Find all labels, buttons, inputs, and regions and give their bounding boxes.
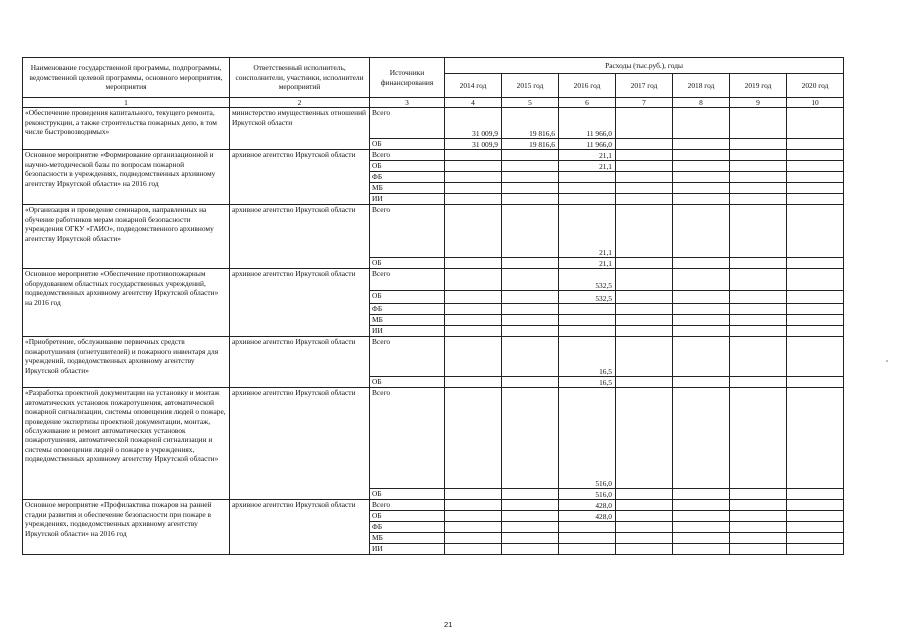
executor: архивное агентство Иркутской области bbox=[230, 150, 370, 205]
funding-source: ОБ bbox=[370, 258, 445, 269]
funding-source: ОБ bbox=[370, 291, 445, 304]
executor: архивное агентство Иркутской области bbox=[230, 337, 370, 388]
expense-value bbox=[787, 258, 844, 269]
expense-value bbox=[445, 304, 502, 315]
expense-value bbox=[673, 194, 730, 205]
expense-value bbox=[445, 500, 502, 511]
expense-value bbox=[730, 269, 787, 291]
expense-value bbox=[787, 500, 844, 511]
expense-value bbox=[616, 500, 673, 511]
expense-value bbox=[445, 337, 502, 377]
funding-source: МБ bbox=[370, 183, 445, 194]
activity-name: Основное мероприятие «Обеспечение противопожарным оборудованием областных государственных учреждений, подведомственных архивному агентству Иркутской области» на 2016 год bbox=[23, 269, 230, 337]
expense-value bbox=[502, 258, 559, 269]
expense-value bbox=[616, 172, 673, 183]
expense-value bbox=[616, 194, 673, 205]
header-year: 2017 год bbox=[616, 74, 673, 98]
funding-source: Всего bbox=[370, 388, 445, 489]
expense-value bbox=[559, 533, 616, 544]
column-number: 5 bbox=[502, 98, 559, 108]
expense-value bbox=[616, 269, 673, 291]
funding-source: Всего bbox=[370, 500, 445, 511]
funding-source: Всего bbox=[370, 205, 445, 258]
expense-value: 21,1 bbox=[559, 150, 616, 161]
expense-value bbox=[730, 326, 787, 337]
scan-mark bbox=[886, 360, 888, 362]
expense-value bbox=[787, 377, 844, 388]
expense-value bbox=[559, 194, 616, 205]
expense-value bbox=[673, 377, 730, 388]
expense-value bbox=[730, 544, 787, 555]
expense-value bbox=[502, 377, 559, 388]
executor: архивное агентство Иркутской области bbox=[230, 388, 370, 500]
expense-value bbox=[673, 533, 730, 544]
expense-value bbox=[673, 337, 730, 377]
header-year: 2018 год bbox=[673, 74, 730, 98]
expense-value bbox=[787, 108, 844, 139]
expense-value bbox=[445, 183, 502, 194]
executor: архивное агентство Иркутской области bbox=[230, 205, 370, 269]
expense-value bbox=[730, 522, 787, 533]
expense-value: 428,0 bbox=[559, 500, 616, 511]
table-row bbox=[23, 150, 844, 161]
expense-value: 11 966,0 bbox=[559, 139, 616, 150]
expense-value: 532,5 bbox=[559, 291, 616, 304]
expense-value bbox=[673, 500, 730, 511]
expense-value bbox=[616, 326, 673, 337]
expense-value bbox=[787, 291, 844, 304]
expense-value: 21,1 bbox=[559, 258, 616, 269]
expense-value bbox=[787, 269, 844, 291]
expense-value bbox=[673, 161, 730, 172]
expense-value bbox=[730, 337, 787, 377]
budget-table bbox=[22, 57, 844, 555]
expense-value bbox=[730, 258, 787, 269]
table-row bbox=[23, 337, 844, 377]
expense-value bbox=[730, 304, 787, 315]
expense-value bbox=[673, 258, 730, 269]
expense-value bbox=[787, 511, 844, 522]
column-number: 7 bbox=[616, 98, 673, 108]
expense-value bbox=[673, 326, 730, 337]
expense-value bbox=[673, 205, 730, 258]
expense-value: 31 009,9 bbox=[445, 108, 502, 139]
expense-value bbox=[787, 139, 844, 150]
funding-source: ФБ bbox=[370, 304, 445, 315]
expense-value bbox=[445, 388, 502, 489]
column-number: 6 bbox=[559, 98, 616, 108]
expense-value: 532,5 bbox=[559, 269, 616, 291]
expense-value bbox=[730, 291, 787, 304]
expense-value: 516,0 bbox=[559, 388, 616, 489]
funding-source: Всего bbox=[370, 337, 445, 377]
expense-value bbox=[730, 161, 787, 172]
expense-value bbox=[787, 150, 844, 161]
expense-value bbox=[787, 183, 844, 194]
expense-value bbox=[673, 291, 730, 304]
expense-value: 21,1 bbox=[559, 161, 616, 172]
expense-value bbox=[616, 315, 673, 326]
expense-value bbox=[616, 258, 673, 269]
expense-value bbox=[559, 304, 616, 315]
expense-value bbox=[616, 377, 673, 388]
expense-value bbox=[730, 139, 787, 150]
activity-name: Основное мероприятие «Формирование организационной и научно-методической базы по вопросам пожарной безопасности в учреждениях, подведомственных архивному агентству Иркутской области» на 2016 год bbox=[23, 150, 230, 205]
activity-name: «Организация и проведение семинаров, направленных на обучение работников мерам пожарной безопасности учреждения ОГКУ «ГАИО», подведомственного архивному агентству Иркутской области» bbox=[23, 205, 230, 269]
executor: архивное агентство Иркутской области bbox=[230, 500, 370, 555]
expense-value bbox=[673, 489, 730, 500]
header-year: 2019 год bbox=[730, 74, 787, 98]
expense-value bbox=[673, 150, 730, 161]
expense-value bbox=[673, 269, 730, 291]
expense-value bbox=[730, 183, 787, 194]
expense-value: 16,5 bbox=[559, 377, 616, 388]
table-row bbox=[23, 269, 844, 291]
expense-value bbox=[730, 489, 787, 500]
header-source: Источники финансирования bbox=[370, 58, 445, 98]
expense-value bbox=[787, 533, 844, 544]
column-number: 10 bbox=[787, 98, 844, 108]
expense-value bbox=[616, 544, 673, 555]
expense-value bbox=[616, 533, 673, 544]
funding-source: ИИ bbox=[370, 194, 445, 205]
expense-value bbox=[616, 108, 673, 139]
expense-value bbox=[445, 544, 502, 555]
expense-value bbox=[502, 183, 559, 194]
expense-value bbox=[730, 205, 787, 258]
expense-value bbox=[787, 337, 844, 377]
expense-value bbox=[616, 489, 673, 500]
expense-value bbox=[673, 315, 730, 326]
table-row bbox=[23, 388, 844, 489]
expense-value bbox=[673, 522, 730, 533]
expense-value bbox=[616, 388, 673, 489]
expense-value bbox=[445, 161, 502, 172]
expense-value bbox=[673, 172, 730, 183]
expense-value bbox=[787, 205, 844, 258]
executor: министерство имущественных отношений Иркутской области bbox=[230, 108, 370, 150]
expense-value: 21,1 bbox=[559, 205, 616, 258]
funding-source: ФБ bbox=[370, 172, 445, 183]
funding-source: ОБ bbox=[370, 161, 445, 172]
expense-value: 31 009,9 bbox=[445, 139, 502, 150]
expense-value bbox=[445, 194, 502, 205]
expense-value bbox=[502, 150, 559, 161]
expense-value bbox=[502, 522, 559, 533]
column-numbers-row bbox=[23, 98, 844, 108]
expense-value bbox=[787, 194, 844, 205]
expense-value bbox=[445, 489, 502, 500]
expense-value: 516,0 bbox=[559, 489, 616, 500]
column-number: 8 bbox=[673, 98, 730, 108]
expense-value bbox=[730, 150, 787, 161]
expense-value bbox=[787, 172, 844, 183]
table-row bbox=[23, 205, 844, 258]
expense-value bbox=[445, 269, 502, 291]
expense-value: 16,5 bbox=[559, 337, 616, 377]
expense-value bbox=[559, 522, 616, 533]
expense-value bbox=[730, 533, 787, 544]
expense-value bbox=[445, 150, 502, 161]
funding-source: ОБ bbox=[370, 489, 445, 500]
expense-value bbox=[616, 511, 673, 522]
expense-value bbox=[673, 304, 730, 315]
expense-value bbox=[730, 194, 787, 205]
expense-value bbox=[730, 315, 787, 326]
expense-value bbox=[616, 304, 673, 315]
table-row bbox=[23, 108, 844, 139]
expense-value bbox=[445, 258, 502, 269]
expense-value: 11 966,0 bbox=[559, 108, 616, 139]
expense-value bbox=[787, 326, 844, 337]
expense-value bbox=[445, 291, 502, 304]
header-year: 2015 год bbox=[502, 74, 559, 98]
column-number: 2 bbox=[230, 98, 370, 108]
expense-value bbox=[673, 544, 730, 555]
expense-value bbox=[730, 511, 787, 522]
expense-value bbox=[445, 522, 502, 533]
expense-value bbox=[730, 172, 787, 183]
expense-value bbox=[787, 161, 844, 172]
expense-value bbox=[616, 150, 673, 161]
expense-value bbox=[673, 388, 730, 489]
expense-value bbox=[445, 326, 502, 337]
expense-value bbox=[445, 511, 502, 522]
funding-source: ОБ bbox=[370, 511, 445, 522]
header-name: Наименование государственной программы, подпрограммы, ведомственной целевой программы, основного мероприятия, мероприятия bbox=[23, 58, 230, 98]
expense-value bbox=[502, 194, 559, 205]
expense-value bbox=[616, 337, 673, 377]
expense-value bbox=[502, 500, 559, 511]
activity-name: «Разработка проектной документации на установку и монтаж автоматических установок пожаротушения, автоматической пожарной сигнализации, системы оповещения людей о пожаре, проведение экспертизы проектной документации, монтаж, обслуживание и ремонт автоматических установок пожаротушения, автоматической пожарной сигнализации и системы оповещения людей о пожаре в учреждениях, подведомственных архивному агентству Иркутской области» bbox=[23, 388, 230, 500]
funding-source: Всего bbox=[370, 108, 445, 139]
activity-name: «Обеспечение проведения капитального, текущего ремонта, реконструкции, а также строительства пожарных депо, в том числе быстровозводимых» bbox=[23, 108, 230, 150]
expense-value bbox=[502, 544, 559, 555]
expense-value bbox=[502, 269, 559, 291]
header-year: 2020 год bbox=[787, 74, 844, 98]
expense-value bbox=[502, 315, 559, 326]
column-number: 9 bbox=[730, 98, 787, 108]
expense-value bbox=[559, 326, 616, 337]
expense-value bbox=[502, 161, 559, 172]
column-number: 3 bbox=[370, 98, 445, 108]
expense-value bbox=[787, 522, 844, 533]
funding-source: ИИ bbox=[370, 326, 445, 337]
funding-source: Всего bbox=[370, 150, 445, 161]
expense-value bbox=[673, 108, 730, 139]
header-executor: Ответственный исполнитель, соисполнители, участники, исполнители мероприятий bbox=[230, 58, 370, 98]
expense-value bbox=[502, 205, 559, 258]
funding-source: ФБ bbox=[370, 522, 445, 533]
expense-value bbox=[559, 183, 616, 194]
funding-source: МБ bbox=[370, 315, 445, 326]
expense-value bbox=[559, 315, 616, 326]
header-year: 2014 год bbox=[445, 74, 502, 98]
expense-value bbox=[787, 489, 844, 500]
expense-value bbox=[502, 511, 559, 522]
executor: архивное агентство Иркутской области bbox=[230, 269, 370, 337]
expense-value bbox=[502, 172, 559, 183]
expense-value bbox=[445, 315, 502, 326]
header-expenses: Расходы (тыс.руб.), годы bbox=[445, 58, 844, 74]
expense-value bbox=[616, 139, 673, 150]
funding-source: ОБ bbox=[370, 139, 445, 150]
column-number: 4 bbox=[445, 98, 502, 108]
expense-value bbox=[730, 108, 787, 139]
expense-value bbox=[787, 315, 844, 326]
expense-value bbox=[616, 183, 673, 194]
header-year: 2016 год bbox=[559, 74, 616, 98]
expense-value bbox=[787, 388, 844, 489]
expense-value bbox=[502, 291, 559, 304]
expense-value bbox=[730, 388, 787, 489]
expense-value bbox=[673, 511, 730, 522]
activity-name: «Приобретение, обслуживание первичных средств пожаротушения (огнетушителей) и пожарного инвентаря для учреждений, подведомственных архивному агентству Иркутской области» bbox=[23, 337, 230, 388]
expense-value bbox=[445, 172, 502, 183]
expense-value bbox=[445, 533, 502, 544]
expense-value bbox=[787, 304, 844, 315]
expense-value bbox=[673, 183, 730, 194]
expense-value bbox=[445, 377, 502, 388]
expense-value: 19 816,6 bbox=[502, 108, 559, 139]
expense-value bbox=[616, 161, 673, 172]
expense-value bbox=[445, 205, 502, 258]
expense-value bbox=[502, 304, 559, 315]
expense-value: 428,0 bbox=[559, 511, 616, 522]
expense-value bbox=[730, 500, 787, 511]
expense-value bbox=[616, 291, 673, 304]
expense-value bbox=[787, 544, 844, 555]
table-row bbox=[23, 500, 844, 511]
expense-value bbox=[559, 544, 616, 555]
funding-source: МБ bbox=[370, 533, 445, 544]
expense-value bbox=[730, 377, 787, 388]
expense-value bbox=[502, 326, 559, 337]
funding-source: Всего bbox=[370, 269, 445, 291]
expense-value bbox=[502, 489, 559, 500]
expense-value bbox=[502, 337, 559, 377]
activity-name: Основное мероприятие «Профилактика пожаров на ранней стадии развития и обеспечение безопасности при пожаре в учреждениях, подведомственных архивному агентству Иркутской области» на 2016 год bbox=[23, 500, 230, 555]
expense-value bbox=[502, 533, 559, 544]
expense-value bbox=[616, 205, 673, 258]
expense-value bbox=[673, 139, 730, 150]
expense-value bbox=[616, 522, 673, 533]
expense-value: 19 816,6 bbox=[502, 139, 559, 150]
expense-value bbox=[502, 388, 559, 489]
funding-source: ИИ bbox=[370, 544, 445, 555]
page-number: 21 bbox=[444, 620, 453, 629]
column-number: 1 bbox=[23, 98, 230, 108]
expense-value bbox=[559, 172, 616, 183]
funding-source: ОБ bbox=[370, 377, 445, 388]
